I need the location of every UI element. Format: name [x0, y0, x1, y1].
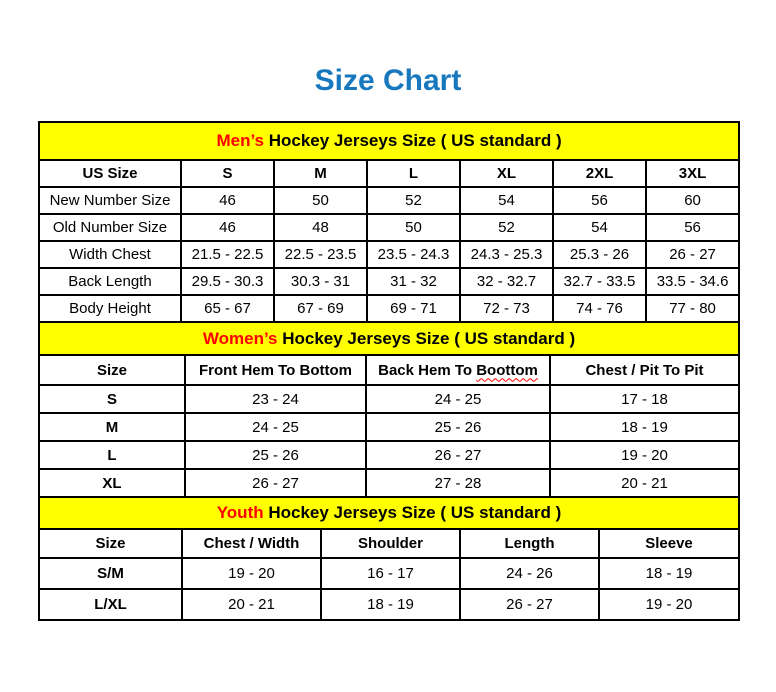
mens-section-title — [39, 122, 739, 160]
table-cell: 54 — [553, 214, 646, 241]
column-header: Sleeve — [599, 529, 739, 558]
youth-size-table — [38, 496, 740, 621]
table-cell: 20 - 21 — [182, 589, 321, 620]
table-cell: 32 - 32.7 — [460, 268, 553, 295]
table-cell: 29.5 - 30.3 — [181, 268, 274, 295]
table-cell: 26 - 27 — [185, 469, 366, 497]
table-cell: 46 — [181, 187, 274, 214]
table-row — [39, 469, 739, 497]
table-cell: 32.7 - 33.5 — [553, 268, 646, 295]
table-row — [39, 385, 739, 413]
table-cell: 30.3 - 31 — [274, 268, 367, 295]
table-cell: 56 — [553, 187, 646, 214]
column-header: Length — [460, 529, 599, 558]
table-cell: 18 - 19 — [321, 589, 460, 620]
row-label: Old Number Size — [39, 214, 181, 241]
column-header: Size — [39, 529, 182, 558]
table-cell: 19 - 20 — [599, 589, 739, 620]
column-header: 2XL — [553, 160, 646, 187]
table-row — [39, 241, 739, 268]
table-cell: 74 - 76 — [553, 295, 646, 322]
misspelled-word: Boottom — [476, 361, 538, 379]
table-cell: 56 — [646, 214, 739, 241]
table-cell: 21.5 - 22.5 — [181, 241, 274, 268]
row-label: Body Height — [39, 295, 181, 322]
column-header: L — [367, 160, 460, 187]
womens-highlight-text: Women’s — [202, 328, 278, 348]
column-header: Shoulder — [321, 529, 460, 558]
youth-title-rest: Hockey Jerseys Size ( US standard ) — [263, 503, 562, 522]
womens-section-title — [39, 322, 739, 355]
column-header — [366, 355, 550, 385]
row-label: M — [39, 413, 185, 441]
table-cell: 60 — [646, 187, 739, 214]
mens-highlight-text: Men’s — [216, 131, 264, 150]
row-label: S — [39, 385, 185, 413]
table-cell: 23.5 - 24.3 — [367, 241, 460, 268]
table-cell: 46 — [181, 214, 274, 241]
table-cell: 69 - 71 — [367, 295, 460, 322]
table-cell: 50 — [367, 214, 460, 241]
column-header: Chest / Pit To Pit — [550, 355, 739, 385]
column-header: S — [181, 160, 274, 187]
column-header: Front Hem To Bottom — [185, 355, 366, 385]
table-row — [39, 441, 739, 469]
table-cell: 25 - 26 — [366, 413, 550, 441]
row-label: L/XL — [39, 589, 182, 620]
table-cell: 19 - 20 — [550, 441, 739, 469]
column-header-text: Back Hem To — [378, 361, 473, 379]
table-cell: 26 - 27 — [460, 589, 599, 620]
table-cell: 52 — [367, 187, 460, 214]
table-row — [39, 558, 739, 589]
mens-title-rest: Hockey Jerseys Size ( US standard ) — [264, 131, 562, 150]
table-cell: 50 — [274, 187, 367, 214]
column-header: US Size — [39, 160, 181, 187]
table-cell: 26 - 27 — [366, 441, 550, 469]
row-label: L — [39, 441, 185, 469]
womens-section-header — [39, 322, 739, 355]
table-cell: 33.5 - 34.6 — [646, 268, 739, 295]
row-label: XL — [39, 469, 185, 497]
row-label: New Number Size — [39, 187, 181, 214]
womens-size-table — [38, 321, 740, 498]
table-row — [39, 187, 739, 214]
youth-header-row — [39, 529, 739, 558]
table-cell: 17 - 18 — [550, 385, 739, 413]
column-header: M — [274, 160, 367, 187]
column-header: XL — [460, 160, 553, 187]
table-cell: 22.5 - 23.5 — [274, 241, 367, 268]
table-row — [39, 214, 739, 241]
table-cell: 67 - 69 — [274, 295, 367, 322]
table-cell: 25.3 - 26 — [553, 241, 646, 268]
table-cell: 18 - 19 — [599, 558, 739, 589]
table-cell: 26 - 27 — [646, 241, 739, 268]
table-cell: 18 - 19 — [550, 413, 739, 441]
column-header: Size — [39, 355, 185, 385]
youth-section-header — [39, 497, 739, 529]
page-title: Size Chart — [314, 64, 462, 97]
youth-section-title — [39, 497, 739, 529]
table-row — [39, 589, 739, 620]
table-cell: 27 - 28 — [366, 469, 550, 497]
womens-header-row — [39, 355, 739, 385]
table-cell: 72 - 73 — [460, 295, 553, 322]
womens-title-rest: Hockey Jerseys Size ( US standard ) — [277, 328, 576, 348]
table-cell: 54 — [460, 187, 553, 214]
mens-section-header — [39, 122, 739, 160]
youth-highlight-text: Youth — [216, 503, 264, 522]
table-cell: 48 — [274, 214, 367, 241]
table-cell: 24 - 25 — [366, 385, 550, 413]
table-cell: 77 - 80 — [646, 295, 739, 322]
table-cell: 16 - 17 — [321, 558, 460, 589]
column-header: Chest / Width — [182, 529, 321, 558]
mens-header-row — [39, 160, 739, 187]
table-cell: 24.3 - 25.3 — [460, 241, 553, 268]
table-row — [39, 413, 739, 441]
table-cell: 25 - 26 — [185, 441, 366, 469]
table-cell: 52 — [460, 214, 553, 241]
column-header: 3XL — [646, 160, 739, 187]
table-cell: 24 - 26 — [460, 558, 599, 589]
table-cell: 65 - 67 — [181, 295, 274, 322]
mens-size-table — [38, 121, 740, 323]
table-cell: 19 - 20 — [182, 558, 321, 589]
table-cell: 23 - 24 — [185, 385, 366, 413]
table-cell: 24 - 25 — [185, 413, 366, 441]
table-row — [39, 268, 739, 295]
size-chart — [38, 121, 738, 621]
table-cell: 20 - 21 — [550, 469, 739, 497]
row-label: Width Chest — [39, 241, 181, 268]
table-cell: 31 - 32 — [367, 268, 460, 295]
table-row — [39, 295, 739, 322]
row-label: Back Length — [39, 268, 181, 295]
row-label: S/M — [39, 558, 182, 589]
